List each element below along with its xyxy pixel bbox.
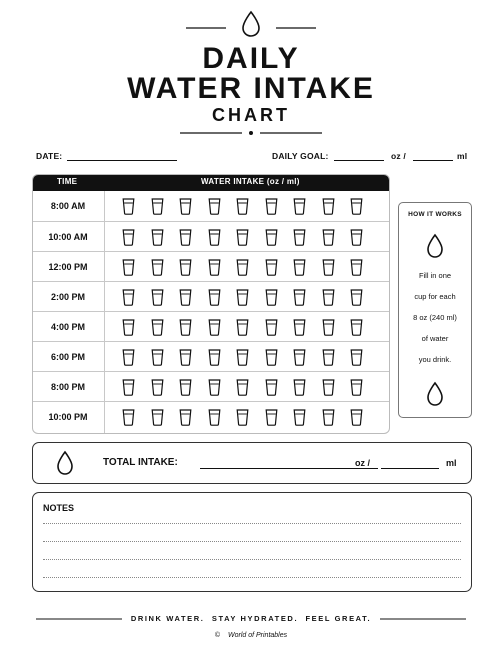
table-row xyxy=(33,191,389,221)
cup-icon[interactable] xyxy=(122,229,135,246)
cup-icon[interactable] xyxy=(208,409,221,426)
cup-icon[interactable] xyxy=(293,259,306,276)
cup-icon[interactable] xyxy=(265,349,278,366)
cup-icon[interactable] xyxy=(322,259,335,276)
table-row xyxy=(33,281,389,312)
table-row xyxy=(33,251,389,282)
cup-icon[interactable] xyxy=(322,409,335,426)
cup-icon[interactable] xyxy=(322,198,335,215)
how-it-works-line: cup for each xyxy=(414,292,456,301)
cup-icon[interactable] xyxy=(236,289,249,306)
how-it-works-panel xyxy=(398,202,472,418)
top-ornament xyxy=(0,8,502,38)
cup-icon[interactable] xyxy=(265,319,278,336)
water-drop-icon xyxy=(425,381,445,407)
cup-icon[interactable] xyxy=(151,379,164,396)
cup-icon[interactable] xyxy=(236,229,249,246)
how-it-works-line: Fill in one xyxy=(418,271,452,280)
title-daily: DAILY xyxy=(202,42,300,75)
cup-icon[interactable] xyxy=(265,198,278,215)
total-ml-field[interactable] xyxy=(381,458,439,469)
date-field[interactable] xyxy=(67,150,177,161)
cup-icon[interactable] xyxy=(208,259,221,276)
how-it-works-line: you drink. xyxy=(418,355,452,364)
cup-icon[interactable] xyxy=(208,349,221,366)
cup-icon[interactable] xyxy=(151,289,164,306)
table-row xyxy=(33,341,389,372)
daily-goal-ml-field[interactable] xyxy=(413,150,453,161)
cup-icon[interactable] xyxy=(265,229,278,246)
cup-icon[interactable] xyxy=(179,198,192,215)
cup-icon[interactable] xyxy=(322,349,335,366)
cup-icon[interactable] xyxy=(179,259,192,276)
cup-icon[interactable] xyxy=(179,409,192,426)
header-water-intake: WATER INTAKE (oz / ml) xyxy=(201,177,300,186)
notes-line[interactable] xyxy=(43,559,461,560)
table-row xyxy=(33,371,389,402)
water-drop-icon xyxy=(243,12,259,36)
cup-icon[interactable] xyxy=(151,409,164,426)
table-body xyxy=(33,191,389,433)
title-chart: CHART xyxy=(212,105,290,125)
header-time: TIME xyxy=(57,177,78,186)
cup-icon[interactable] xyxy=(236,409,249,426)
table-row xyxy=(33,221,389,252)
cup-icon[interactable] xyxy=(122,319,135,336)
cup-icon[interactable] xyxy=(236,349,249,366)
time-label: 10:00 PM xyxy=(48,412,88,422)
cup-icon[interactable] xyxy=(236,319,249,336)
title-water-intake: WATER INTAKE xyxy=(127,72,375,105)
cup-icon[interactable] xyxy=(151,319,164,336)
brand-credit xyxy=(0,632,502,639)
cup-icon[interactable] xyxy=(122,409,135,426)
time-label: 6:00 PM xyxy=(50,352,85,362)
table-header xyxy=(33,175,389,191)
total-intake-label: TOTAL INTAKE: xyxy=(103,457,178,468)
total-oz-unit: oz / xyxy=(355,458,370,468)
cup-icon[interactable] xyxy=(151,229,164,246)
daily-goal-oz-unit: oz / xyxy=(391,151,406,161)
cup-icon[interactable] xyxy=(179,349,192,366)
cup-icon[interactable] xyxy=(179,289,192,306)
cup-icon[interactable] xyxy=(208,198,221,215)
title-underline-ornament xyxy=(0,124,502,140)
cup-icon[interactable] xyxy=(151,198,164,215)
cup-icon[interactable] xyxy=(322,319,335,336)
cup-icon[interactable] xyxy=(293,198,306,215)
notes-line[interactable] xyxy=(43,541,461,542)
notes-box xyxy=(32,492,472,592)
cup-icon[interactable] xyxy=(208,289,221,306)
cup-icon[interactable] xyxy=(350,349,363,366)
cup-icon[interactable] xyxy=(265,379,278,396)
cup-icon[interactable] xyxy=(236,259,249,276)
intake-table xyxy=(32,174,390,434)
water-drop-icon xyxy=(55,450,75,476)
time-label: 8:00 PM xyxy=(50,382,85,392)
cup-icon[interactable] xyxy=(208,229,221,246)
water-drop-icon xyxy=(425,233,445,259)
time-label: 2:00 PM xyxy=(50,292,85,302)
time-label: 8:00 AM xyxy=(50,201,86,211)
cup-icon[interactable] xyxy=(293,379,306,396)
cup-icon[interactable] xyxy=(151,259,164,276)
time-label: 12:00 PM xyxy=(48,262,88,272)
cup-icon[interactable] xyxy=(265,289,278,306)
how-it-works-line: 8 oz (240 ml) xyxy=(413,313,457,322)
cup-icon[interactable] xyxy=(322,289,335,306)
footer-slogan: DRINK WATER. STAY HYDRATED. FEEL GREAT. xyxy=(130,614,372,623)
cup-icon[interactable] xyxy=(293,409,306,426)
cup-icon[interactable] xyxy=(265,259,278,276)
cup-icon[interactable] xyxy=(293,349,306,366)
table-row xyxy=(33,401,389,432)
cup-icon[interactable] xyxy=(350,319,363,336)
copyright-symbol: © xyxy=(214,632,221,639)
cup-icon[interactable] xyxy=(122,349,135,366)
total-intake-box xyxy=(32,442,472,484)
cup-icon[interactable] xyxy=(293,289,306,306)
cup-icon[interactable] xyxy=(236,198,249,215)
notes-line[interactable] xyxy=(43,577,461,578)
cup-icon[interactable] xyxy=(208,319,221,336)
cup-icon[interactable] xyxy=(151,349,164,366)
cup-icon[interactable] xyxy=(122,198,135,215)
date-label: DATE: xyxy=(36,151,63,161)
how-it-works-title: HOW IT WORKS xyxy=(408,211,462,218)
cup-icon[interactable] xyxy=(122,289,135,306)
cup-icon[interactable] xyxy=(122,259,135,276)
brand-name: World of Printables xyxy=(227,632,288,639)
cup-icon[interactable] xyxy=(293,229,306,246)
cup-icon[interactable] xyxy=(179,379,192,396)
cup-icon[interactable] xyxy=(179,229,192,246)
cup-icon[interactable] xyxy=(122,379,135,396)
total-oz-field[interactable] xyxy=(200,458,378,469)
cup-icon[interactable] xyxy=(350,379,363,396)
how-it-works-line: of water xyxy=(421,334,449,343)
cup-icon[interactable] xyxy=(350,229,363,246)
notes-line[interactable] xyxy=(43,523,461,524)
cup-icon[interactable] xyxy=(350,289,363,306)
cup-icon[interactable] xyxy=(350,409,363,426)
cup-icon[interactable] xyxy=(265,409,278,426)
cup-icon[interactable] xyxy=(293,319,306,336)
cup-icon[interactable] xyxy=(179,319,192,336)
daily-goal-label: DAILY GOAL: xyxy=(272,151,329,161)
daily-goal-ml-unit: ml xyxy=(457,151,468,161)
time-label: 4:00 PM xyxy=(50,322,85,332)
cup-icon[interactable] xyxy=(322,379,335,396)
cup-icon[interactable] xyxy=(350,198,363,215)
cup-icon[interactable] xyxy=(350,259,363,276)
table-row xyxy=(33,311,389,342)
cup-icon[interactable] xyxy=(322,229,335,246)
cup-icon[interactable] xyxy=(208,379,221,396)
notes-label: NOTES xyxy=(43,503,75,513)
daily-goal-oz-field[interactable] xyxy=(334,150,384,161)
time-label: 10:00 AM xyxy=(48,232,88,242)
cup-icon[interactable] xyxy=(236,379,249,396)
total-ml-unit: ml xyxy=(446,458,457,468)
